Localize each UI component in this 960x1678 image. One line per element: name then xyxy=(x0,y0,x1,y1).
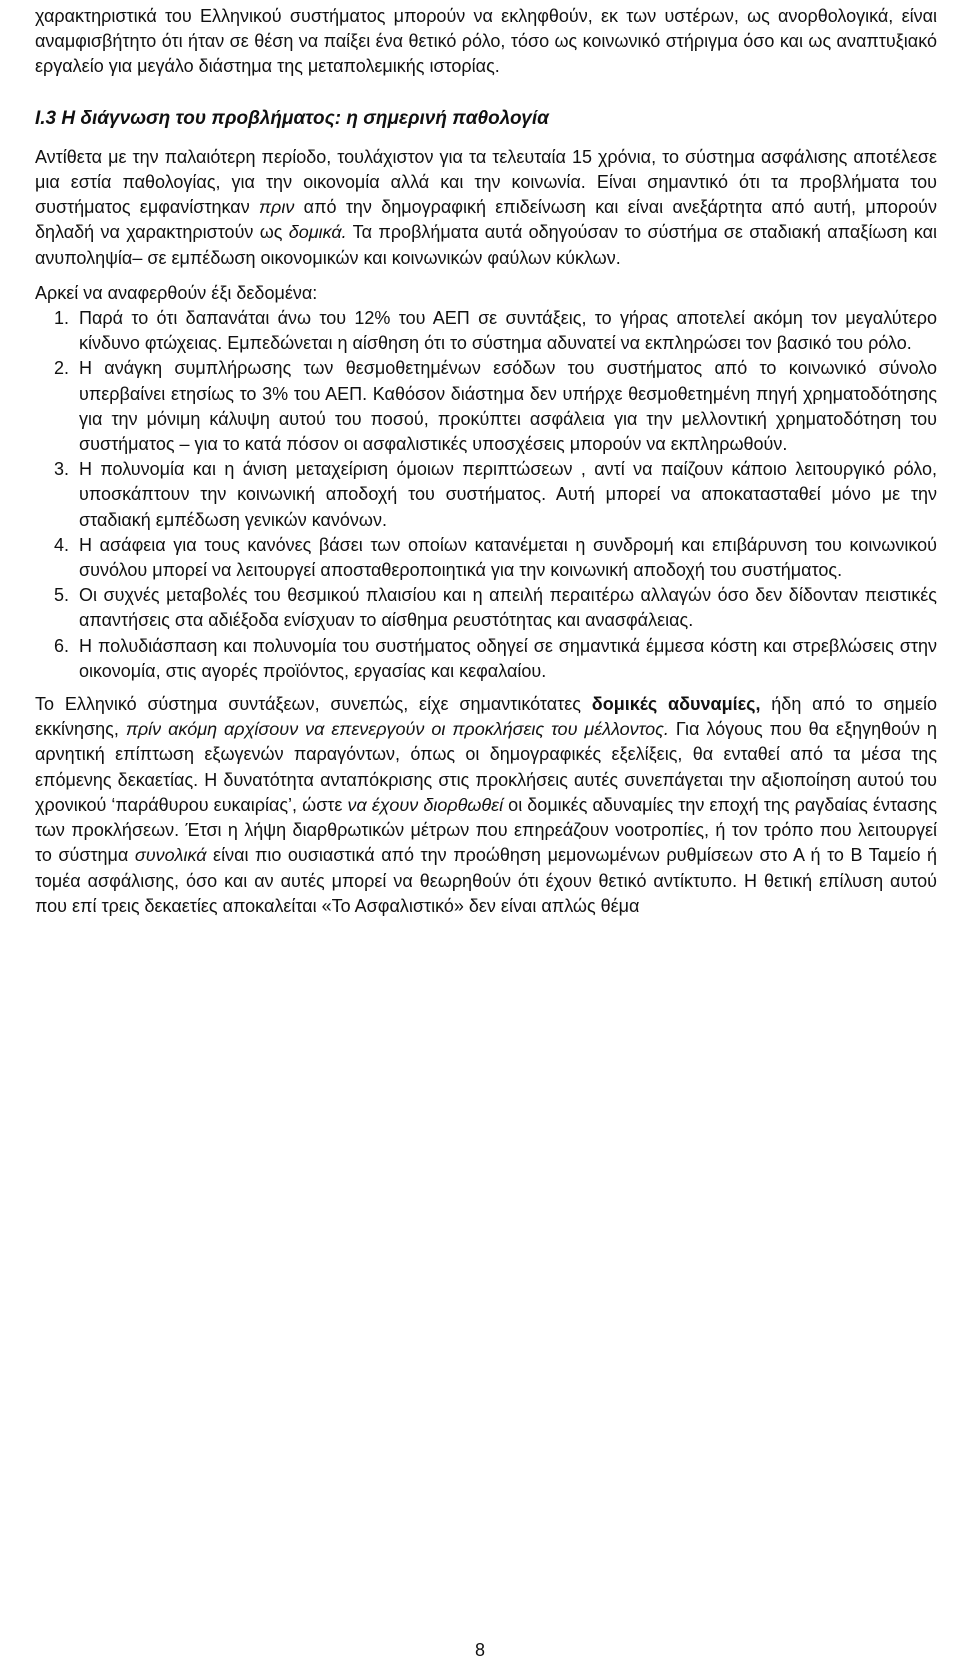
list-item xyxy=(35,306,937,356)
list-item-number: 2. xyxy=(53,358,69,379)
list-item xyxy=(35,356,937,457)
list-item-text: Η ασάφεια για τους κανόνες βάσει των οποίων κατανέμεται η συνδρομή και επιβάρυνση του κοινωνικού συνόλου μπορεί να λειτουργεί αποσταθεροποιητικά για την κοινωνική αποδοχή του συστήματος. xyxy=(79,534,937,581)
list-item xyxy=(35,634,937,684)
list-item xyxy=(35,457,937,533)
list-item-text: Παρά το ότι δαπανάται άνω του 12% του ΑΕΠ σε συντάξεις, το γήρας αποτελεί ακόμη τον μεγαλύτερο κίνδυνο φτώχειας. Εμπεδώνεται η αίσθηση ότι το σύστημα αδυνατεί να εκπληρώσει τον βασικό του ρόλο. xyxy=(79,308,937,354)
conclusion-italic-corrected: να έχουν διορθωθεί xyxy=(347,794,504,815)
diagnosis-emphasis-structural: δομικά. xyxy=(288,222,347,243)
list-item-number: 4. xyxy=(53,534,69,555)
page-number: 8 xyxy=(474,1640,485,1660)
conclusion-italic-overall: συνολικά xyxy=(134,845,207,866)
conclusion-text-3: Για λόγους που θα εξηγηθούν η αρνητική επίπτωση εξωγενών παραγόντων, όπως οι δημογραφικές εξελίξεις, θα ενταθεί από τα μέσα της επόμενης δεκαετίας. Η δυνατότητα ανταπόκρισης στις προκλήσεις αυτές συνεπάγεται την αξιοποίηση αυτού του χρονικού ‘παράθυρου ευκαιρίας’, ώστε xyxy=(35,719,937,815)
diagnosis-emphasis-before: πριν xyxy=(259,197,295,218)
diagnosis-text-3: Τα προβλήματα αυτά οδηγούσαν το σύστήμα σε σταδιακή απαξίωση και ανυποληψία– σε εμπέδωση οικονομικών και κοινωνικών φαύλων κύκλων. xyxy=(35,222,938,268)
list-item xyxy=(35,533,937,583)
list-item-number: 3. xyxy=(53,459,69,480)
section-heading: Ι.3 Η διάγνωση του προβλήματος: η σημερινή παθολογία xyxy=(35,107,549,129)
problems-list xyxy=(35,306,937,684)
conclusion-text-5: είναι πιο ουσιαστικά από την προώθηση μεμονωμένων ρυθμίσεων στο Α ή το Β Ταμείο ή τομέα ασφάλισης, όσο και αν αυτές μπορεί να θεωρηθούν ότι έχουν θετικό αντίκτυπο. Η θετική επίλυση αυτού που επί τρεις δεκαετίες αποκαλείται «Το Ασφαλιστικό» δεν είναι απλώς θέμα xyxy=(35,845,937,916)
list-item-number: 6. xyxy=(53,635,69,656)
list-item-text: Η ανάγκη συμπλήρωσης των θεσμοθετημένων εσόδων του συστήματος από το κοινωνικό σύνολο υπερβαίνει ετησίως το 3% του ΑΕΠ. Καθόσον διάστημα δεν υπήρχε θεσμοθετημένη πηγή χρηματοδότησης για την μόνιμη κάλυψη αυτού του ποσού, προκύπτει ασφάλεια για την μελλοντική χρηματοδότηση του συστήματος – για το κατά πόσον οι ασφαλιστικές υποσχέσεις μπορούν να εκπληρωθούν. xyxy=(79,358,937,455)
conclusion-text-1: Το Ελληνικό σύστημα συντάξεων, συνεπώς, είχε σημαντικότατες xyxy=(35,694,592,715)
lead-paragraph: χαρακτηριστικά του Ελληνικού συστήματος μπορούν να εκληφθούν, εκ των υστέρων, ως ανορθολογικά, είναι αναμφισβήτητο ότι ήταν σε θέση να παίξει ένα θετικό ρόλο, τόσο ως κοινωνικό στήριγμα όσο και ως αναπτυξιακό εργαλείο για μεγάλο διάστημα της μεταπολεμικής ιστορίας. xyxy=(35,6,937,77)
list-item-number: 5. xyxy=(53,585,69,606)
conclusion-text-2: ήδη από το σημείο εκκίνησης, xyxy=(35,694,937,740)
conclusion-text-4: οι δομικές αδυναμίες την εποχή της ραγδαίας έντασης των προκλήσεων. Έτσι η λήψη διαρθρωτικών μέτρων που επηρεάζουν νοοτροπίες, ή τον τρόπο που λειτουργεί το σύστημα xyxy=(35,794,937,866)
conclusion-italic-future: πρίν ακόμη αρχίσουν να επενεργούν οι προκλήσεις του μέλλοντος. xyxy=(125,719,669,740)
diagnosis-paragraph xyxy=(35,145,937,271)
list-item-text: Η πολυνομία και η άνιση μεταχείριση όμοιων περιπτώσεων , αντί να παίζουν κάποιο λειτουργικό ρόλο, υποσκάπτουν την κοινωνική αποδοχή του συστήματος. Αυτή μπορεί να αποκατασταθεί μόνο με την σταδιακή εμπέδωση γενικών κανόνων. xyxy=(79,459,937,530)
list-item-text: Η πολυδιάσπαση και πολυνομία του συστήματος οδηγεί σε σημαντικά έμμεσα κόστη και στρεβλώσεις στην οικονομία, στις αγορές προϊόντος, εργασίας και κεφαλαίου. xyxy=(79,635,937,681)
list-item-number: 1. xyxy=(53,308,69,329)
list-intro: Αρκεί να αναφερθούν έξι δεδομένα: xyxy=(35,282,318,303)
diagnosis-text-1: Αντίθετα με την παλαιότερη περίοδο, τουλάχιστον για τα τελευταία 15 χρόνια, το σύστημα ασφάλισης αποτέλεσε μια εστία παθολογίας, για την οικονομία αλλά και την κοινωνία. Είναι σημαντικό ότι τα προβλήματα του συστήματος εμφανίστηκαν xyxy=(35,146,937,218)
conclusion-bold-weaknesses: δομικές αδυναμίες, xyxy=(591,694,761,715)
conclusion-paragraph xyxy=(35,692,937,919)
list-item xyxy=(35,583,937,633)
list-item-text: Οι συχνές μεταβολές του θεσμικού πλαισίου και η απειλή περαιτέρω αλλαγών όσο δεν δίδονταν πειστικές απαντήσεις στα αδιέξοδα ενίσχυαν το αίσθημα ρευστότητας και ανασφάλειας. xyxy=(79,585,937,631)
diagnosis-text-2: από την δημογραφική επιδείνωση και είναι ανεξάρτητα από αυτή, μπορούν δηλαδή να χαρακτηριστούν ως xyxy=(35,197,937,243)
